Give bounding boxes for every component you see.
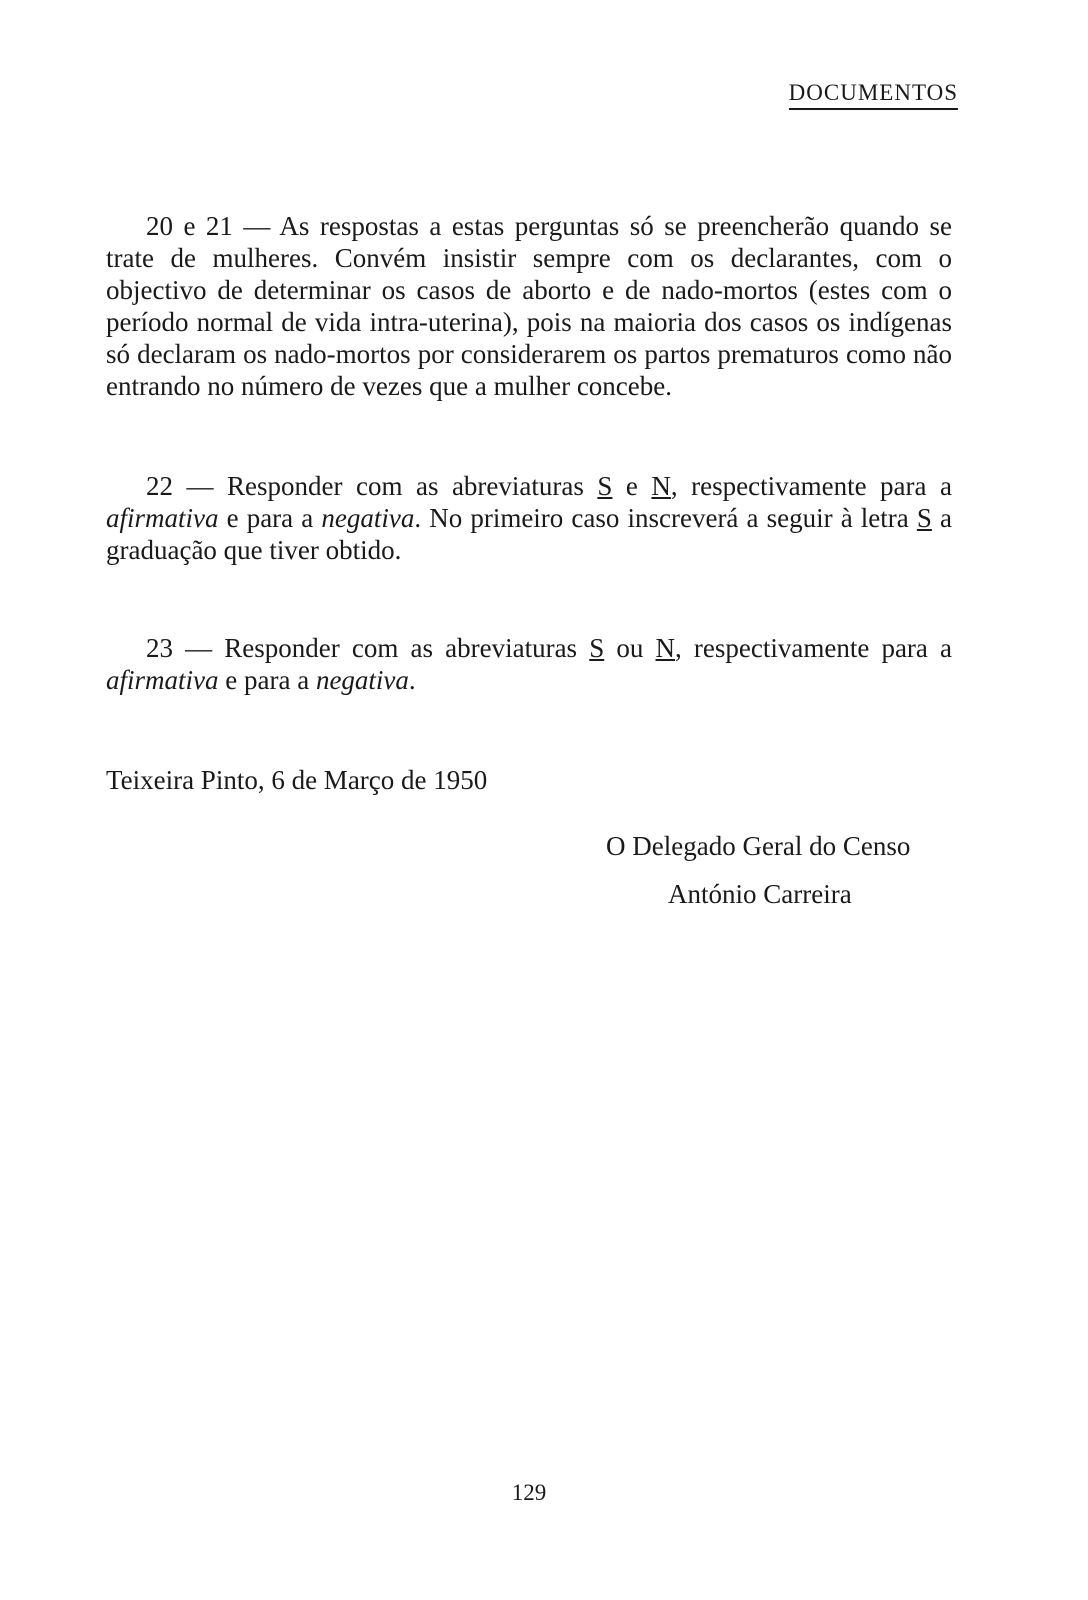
paragraph-text: As respostas a estas perguntas só se preencherão quando se trate de mulheres. Convém insistir sempre com os declarantes, com o objectivo de determinar os casos de aborto e de nado-mortos (estes com o período normal de vida intra-uterina), pois na maioria dos casos os indígenas só declaram os nado-mortos por considerarem os partos prematuros como não entrando no número de vezes que a mulher concebe. bbox=[106, 211, 953, 401]
abbreviation-n: N bbox=[655, 633, 676, 663]
item-number: 22 bbox=[146, 471, 173, 501]
text-segment: , respectivamente para a bbox=[670, 471, 953, 501]
word-negativa: negativa bbox=[315, 665, 409, 695]
text-segment: Responder com as abreviaturas bbox=[227, 471, 584, 501]
text-segment: Responder com as abreviaturas bbox=[224, 633, 578, 663]
em-dash: — bbox=[186, 471, 214, 501]
text-segment: a graduação que tiver obtido. bbox=[106, 503, 952, 565]
paragraph-20-21 bbox=[106, 210, 952, 402]
conjunction: e bbox=[625, 471, 638, 501]
abbreviation-s: S bbox=[597, 471, 613, 501]
paragraph-23 bbox=[106, 632, 952, 696]
text-segment: , respectivamente para a bbox=[675, 633, 953, 663]
page-number: 129 bbox=[511, 1480, 547, 1505]
item-number: 20 e 21 bbox=[146, 211, 233, 241]
word-negativa: negativa bbox=[321, 503, 415, 533]
em-dash: — bbox=[185, 633, 213, 663]
signatory-title: O Delegado Geral do Censo bbox=[606, 831, 911, 861]
em-dash: — bbox=[243, 211, 271, 241]
conjunction: ou bbox=[616, 633, 644, 663]
item-number: 23 bbox=[146, 633, 173, 663]
paragraph-22 bbox=[106, 470, 952, 566]
text-segment: e para a bbox=[225, 665, 310, 695]
text-segment: . No primeiro caso inscreverá a seguir à letra bbox=[414, 503, 909, 533]
text-segment: e para a bbox=[226, 503, 314, 533]
word-afirmativa: afirmativa bbox=[106, 665, 219, 695]
abbreviation-n: N bbox=[651, 471, 671, 501]
text-segment: . bbox=[408, 665, 416, 695]
word-afirmativa: afirmativa bbox=[106, 503, 219, 533]
abbreviation-s: S bbox=[916, 503, 932, 533]
signatory-name: António Carreira bbox=[668, 879, 852, 909]
place-and-date: Teixeira Pinto, 6 de Março de 1950 bbox=[106, 765, 488, 795]
section-header: DOCUMENTOS bbox=[789, 78, 958, 110]
abbreviation-s: S bbox=[589, 633, 605, 663]
